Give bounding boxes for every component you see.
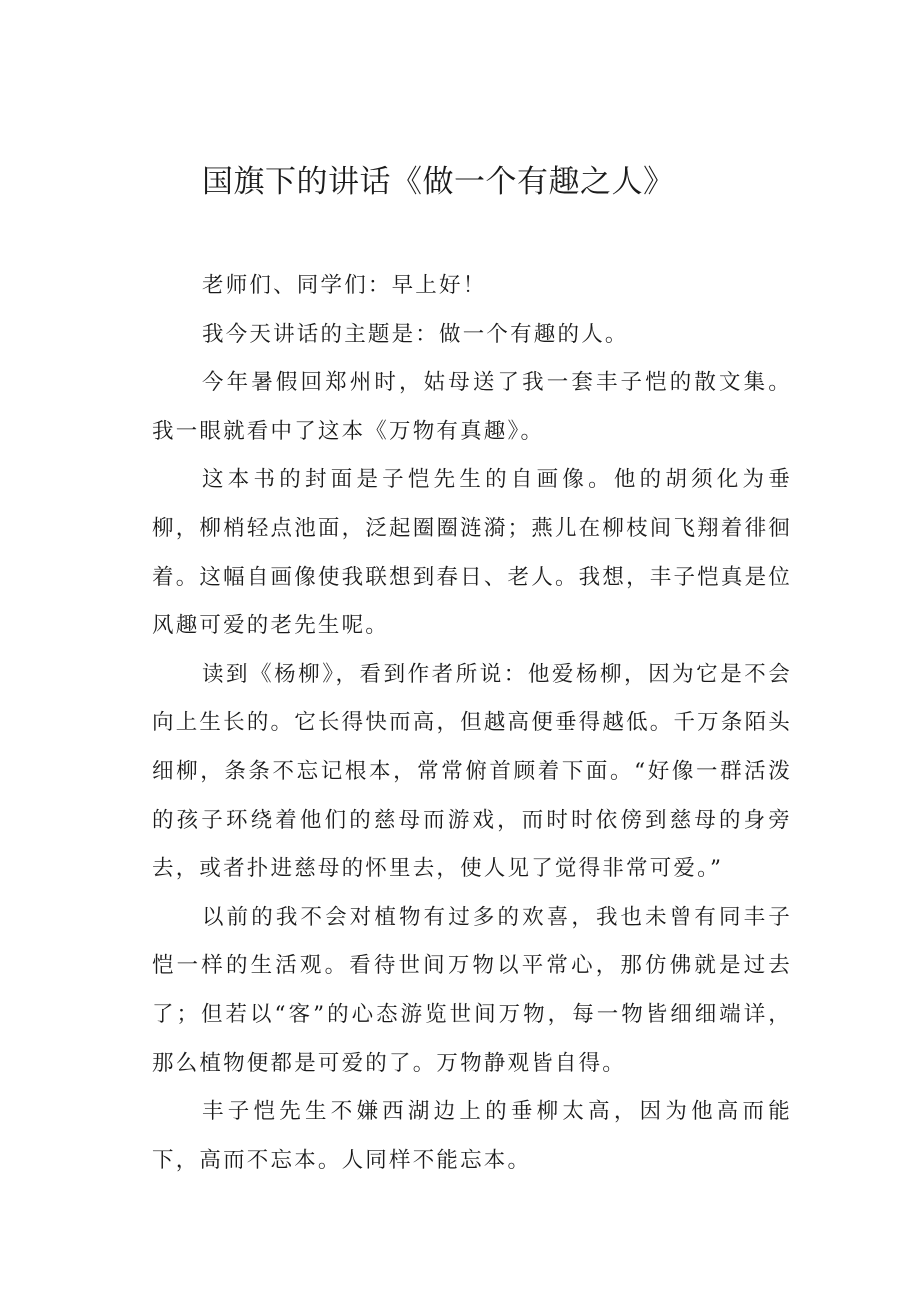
paragraph-book-cover: 这本书的封面是子恺先生的自画像。他的胡须化为垂柳，柳梢轻点池面，泛起圈圈涟漪；燕儿在柳枝间飞翔着徘徊着。这幅自画像使我联想到春日、老人。我想，丰子恺真是位风趣可爱的老先生呢。 (152, 467, 792, 639)
paragraph-greeting: 老师们、同学们：早上好！ (202, 273, 487, 298)
paragraph-willow-reading: 读到《杨柳》，看到作者所说：他爱杨柳，因为它是不会向上生长的。它长得快而高，但越高便垂得越低。千万条陌头细柳，条条不忘记根本，常常俯首顾着下面。“好像一群活泼的孩子环绕着他们的慈母而游戏，而时时依傍到慈母的身旁去，或者扑进慈母的怀里去，使人见了觉得非常可爱。” (152, 661, 792, 882)
document-title: 国旗下的讲话《做一个有趣之人》 (202, 164, 675, 200)
paragraph-conclusion: 丰子恺先生不嫌西湖边上的垂柳太高，因为他高而能下，高而不忘本。人同样不能忘本。 (152, 1099, 792, 1173)
paragraph-summer-gift: 今年暑假回郑州时，姑母送了我一套丰子恺的散文集。我一眼就看中了这本《万物有真趣》。 (152, 370, 792, 444)
document-body (152, 262, 792, 1185)
paragraph-topic: 我今天讲话的主题是：做一个有趣的人。 (202, 321, 629, 347)
paragraph-reflection: 以前的我不会对植物有过多的欢喜，我也未曾有同丰子恺一样的生活观。看待世间万物以平常心，那仿佛就是过去了；但若以“客”的心态游览世间万物，每一物皆细细端详，那么植物便都是可爱的了。万物静观皆自得。 (152, 904, 792, 1076)
